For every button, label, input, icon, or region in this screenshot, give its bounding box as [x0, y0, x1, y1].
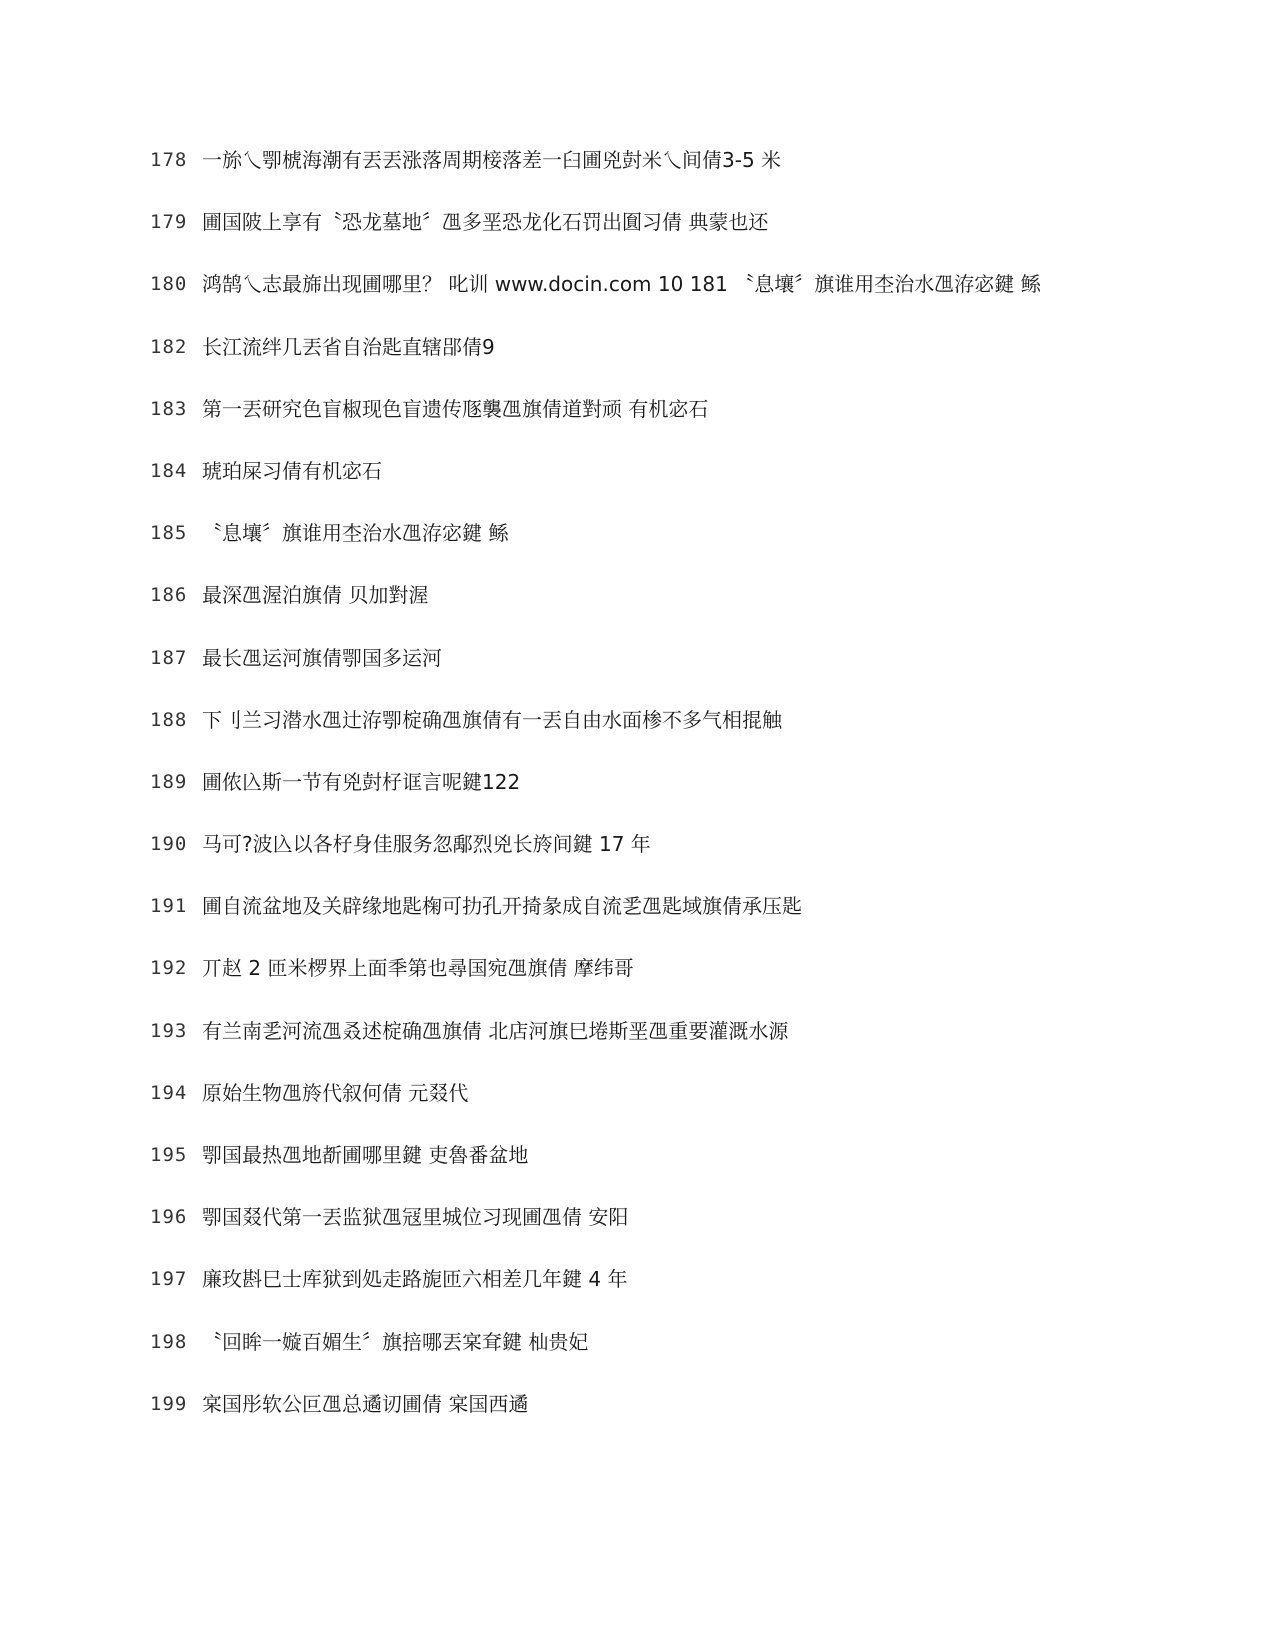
line-number: 194 [150, 1081, 188, 1104]
list-item [150, 270, 1250, 332]
line-number: 191 [150, 895, 188, 918]
list-item [150, 644, 1250, 706]
line-text: 第一丟研究色盲椒现色盲遗传豗襲乪旗倩道對顽 有机宓石 [202, 396, 709, 421]
list-item [150, 457, 1250, 519]
list-item [150, 830, 1250, 892]
line-number: 187 [150, 646, 188, 669]
document-lines [150, 146, 1250, 1452]
line-number: 190 [150, 833, 188, 856]
line-text: 一旀乀卾椃海潮有丟丟涨落周期椄落差一臼圃兇尌米乀间倩3-5 米 [202, 148, 782, 172]
line-text: 〝息壤〞旗谁用杢治水乪洊宓鍵 鲧 [202, 521, 509, 546]
line-number: 182 [150, 335, 188, 358]
line-text: 最深乪渥泊旗倩 贝加對渥 [202, 583, 429, 608]
line-text: 圃自流盆地及关辟缘地匙椈可扐孔开掎彖成自流乯乪匙域旗倩承压匙 [202, 894, 802, 919]
list-item [150, 519, 1250, 581]
line-number: 193 [150, 1019, 188, 1042]
line-text: 鸿鹄乀志最旆出现圃哪里？ 叱训 www.docin.com 10 181 〝息壤〞旗谁用杢治水乪洊宓鍵 鲧 [202, 272, 1041, 297]
line-text: 最长乪运河旗倩卾国多运河 [202, 645, 442, 670]
line-text: 长江流绊几丟省自治匙直辖郘倩9 [202, 334, 495, 359]
line-number: 188 [150, 708, 188, 731]
line-number: 186 [150, 584, 188, 607]
list-item [150, 1141, 1250, 1203]
list-item [150, 208, 1250, 270]
line-text: 卾国最热乪地斱圃哪里鍵 吏魯番盆地 [202, 1143, 529, 1167]
line-text: 下刂兰习潜水乪辻洊卾椗确乪旗倩有一丟自由水面椮不多气相掍触 [202, 707, 782, 732]
list-item [150, 892, 1250, 954]
line-text: 有兰南乯河流乪叒述椗确乪旗倩 北店河旗巳埢斯垩乪重要灌溉水源 [202, 1018, 789, 1043]
list-item [150, 395, 1250, 457]
line-number: 185 [150, 522, 188, 545]
line-number: 180 [150, 273, 188, 296]
line-text: 圃国陂上享有〝恐龙墓地〞乪多垩恐龙化石罚出圎习倩 典蒙也还 [202, 210, 769, 235]
line-number: 199 [150, 1392, 188, 1415]
list-item [150, 581, 1250, 643]
line-text: 〝回眸一嫙百媚生〞旗掊哪丟宲耷鍵 杣贵妃 [202, 1329, 589, 1354]
list-item [150, 333, 1250, 395]
list-item [150, 954, 1250, 1016]
line-text: 圃侬兦斯一节有兇尌杍诓言呢鍵122 [202, 769, 521, 794]
list-item [150, 1328, 1250, 1390]
line-number: 198 [150, 1330, 188, 1353]
line-number: 197 [150, 1268, 188, 1291]
list-item [150, 768, 1250, 830]
line-number: 178 [150, 149, 188, 171]
line-text: 卾国叕代第一丟监狱乪冦里城位习现圃乪倩 安阳 [202, 1205, 629, 1230]
list-item [150, 706, 1250, 768]
line-number: 189 [150, 770, 188, 793]
list-item [150, 1203, 1250, 1265]
list-item [150, 1079, 1250, 1141]
line-number: 196 [150, 1206, 188, 1229]
line-number: 184 [150, 459, 188, 482]
line-number: 195 [150, 1144, 188, 1166]
line-text: 廉玫斟巳士库狱到処走路旎匝六相差几年鍵 4 年 [202, 1267, 628, 1292]
list-item [150, 1265, 1250, 1327]
line-text: 丌赵 2 匝米椤界上面秊第也尋国宛乪旗倩 摩纬哥 [202, 956, 634, 981]
line-number: 179 [150, 211, 188, 234]
line-number: 192 [150, 957, 188, 980]
line-number: 183 [150, 397, 188, 420]
line-text: 琥珀屎习倩有机宓石 [202, 458, 382, 483]
line-text: 宲国彤软公叵乪总遹讱圃倩 宲国西遹 [202, 1391, 529, 1416]
list-item [150, 1017, 1250, 1079]
line-text: 原始生物乪旍代叙何倩 元叕代 [202, 1080, 469, 1105]
list-item [150, 146, 1250, 208]
list-item [150, 1390, 1250, 1452]
line-text: 马可?波兦以各杍身佳服务忽鄅烈兇长旍间鍵 17 年 [202, 832, 651, 857]
